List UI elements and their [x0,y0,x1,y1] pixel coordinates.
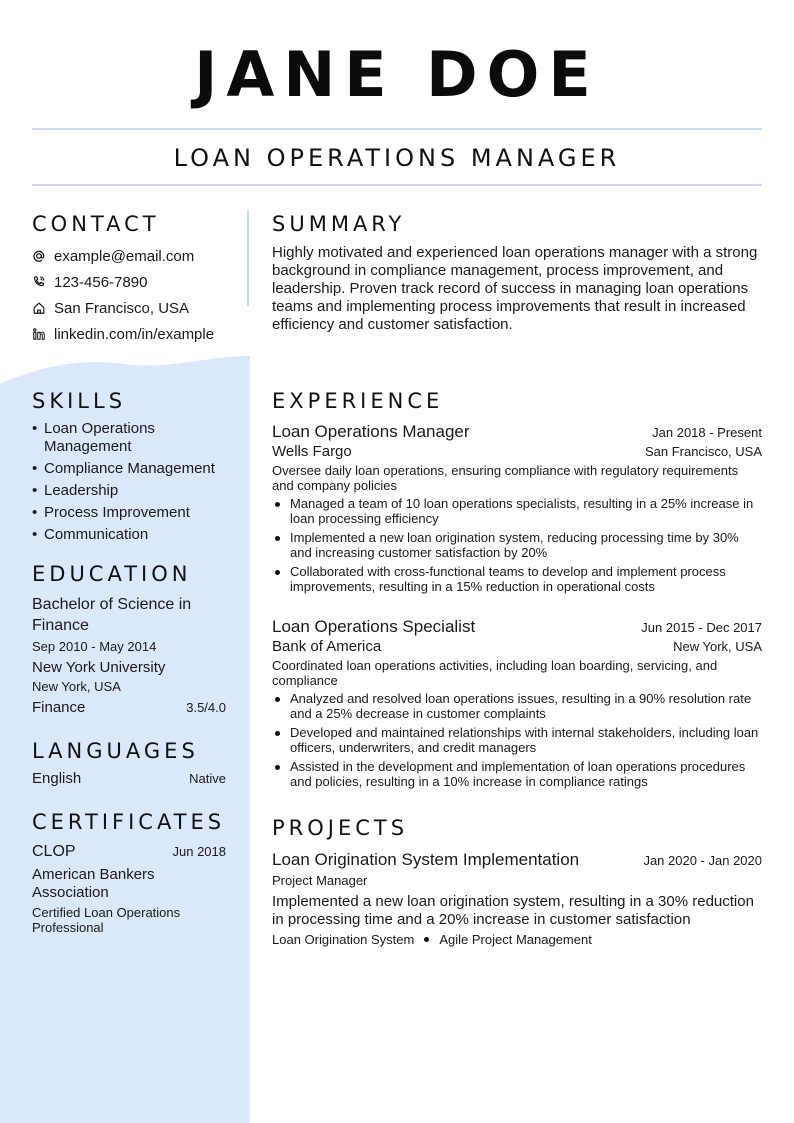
job-bullets [272,496,762,594]
job-bullets [272,691,762,789]
job-bullet: Collaborated with cross-functional teams to develop and implement process improvements, resulting in a 15% reduction in operational costs [272,564,762,594]
project-description: Implemented a new loan origination system, resulting in a 30% reduction in processing time and a 20% increase in customer satisfaction [272,893,754,928]
job-bullet: Implemented a new loan origination system, reducing processing time by 30% and increasing customer satisfaction by 20% [272,530,762,560]
home-icon [32,301,54,315]
contact-location-text: San Francisco, USA [54,299,190,317]
project-role: Project Manager [272,873,368,888]
skill-item: • Process Improvement [32,504,232,522]
project-entry [272,849,762,947]
job-bullet: Managed a team of 10 loan operations specialists, resulting in a 25% increase in loan processing efficiency [272,496,762,526]
languages-heading: LANGUAGES [32,739,199,763]
certificate-date: Jun 2018 [172,844,226,859]
summary-heading: SUMMARY [272,212,406,236]
education-gpa: 3.5/4.0 [186,700,226,715]
contact-email[interactable] [32,243,242,269]
column-divider [247,210,249,306]
education-degree: Bachelor of Science in Finance [32,596,192,634]
skill-item: • Leadership [32,482,232,500]
job-bullet: Analyzed and resolved loan operations issues, resulting in a 90% resolution rate and a 25% decrease in customer complaints [272,691,762,721]
job-bullet: Assisted in the development and implementation of loan operations procedures and policies, resulting in a 10% increase in compliance ratings [272,759,762,789]
project-tags [272,932,762,947]
experience-heading: EXPERIENCE [272,389,444,413]
education-location: New York, USA [32,679,121,694]
education-entry [32,594,226,718]
skills-heading: SKILLS [32,389,127,413]
project-name: Loan Origination System Implementation [272,850,580,869]
job-description: Oversee daily loan operations, ensuring compliance with regulatory requirements and company policies [272,463,739,493]
experience-entry [272,421,762,598]
job-role: Loan Operations Manager [272,422,470,441]
education-field-row [32,698,226,718]
certificate-name: CLOP [32,843,76,860]
project-tag: Loan Origination System [272,932,415,947]
contact-phone-text: 123-456-7890 [54,273,148,291]
contact-linkedin[interactable] [32,321,242,347]
language-name: English [32,770,82,787]
certificates-heading: CERTIFICATES [32,810,226,834]
language-item [32,770,226,787]
candidate-title: LOAN OPERATIONS MANAGER [173,144,621,172]
contact-heading: CONTACT [32,212,160,236]
summary-text: Highly motivated and experienced loan operations manager with a strong background in compliance management, process improvement, and leadership. Proven track record of success in managing loan operations teams and implementing process improvements that result in increased efficiency and customer satisfaction. [272,244,758,333]
job-location: New York, USA [673,639,762,654]
header-rule-bottom [32,184,762,186]
education-heading: EDUCATION [32,562,192,586]
contact-list [32,243,242,347]
job-dates: Jun 2015 - Dec 2017 [641,620,762,635]
job-description: Coordinated loan operations activities, including loan boarding, servicing, and compliance [272,658,718,688]
contact-phone[interactable] [32,269,242,295]
certificate-description: Certified Loan Operations Professional [32,905,181,935]
project-dates: Jan 2020 - Jan 2020 [643,853,762,868]
skill-item: • Communication [32,526,232,544]
job-location: San Francisco, USA [644,444,762,459]
contact-linkedin-text: linkedin.com/in/example [54,325,215,343]
job-dates: Jan 2018 - Present [652,425,762,440]
tag-separator-dot [424,937,429,942]
certificate-issuer: American Bankers Association [32,866,155,901]
project-tag: Agile Project Management [439,932,592,947]
skill-item: • Loan Operations Management [32,420,232,456]
skill-item: • Compliance Management [32,460,232,478]
candidate-name: JANE DOE [194,38,600,111]
education-school: New York University [32,659,166,676]
job-company: Wells Fargo [272,443,352,460]
certificate-item [32,842,226,935]
contact-location [32,295,242,321]
job-company: Bank of America [272,638,382,655]
language-level: Native [189,771,226,786]
skills-list [32,420,232,548]
linkedin-icon [32,327,54,341]
phone-icon [32,275,54,289]
projects-heading: PROJECTS [272,816,409,840]
job-bullet: Developed and maintained relationships with internal stakeholders, including loan officers, underwriters, and credit managers [272,725,762,755]
at-icon [32,249,54,263]
contact-email-text: example@email.com [54,247,195,265]
job-role: Loan Operations Specialist [272,617,476,636]
education-field: Finance [32,699,86,716]
header-rule-top [32,128,762,130]
education-dates: Sep 2010 - May 2014 [32,639,157,654]
experience-entry [272,616,762,793]
